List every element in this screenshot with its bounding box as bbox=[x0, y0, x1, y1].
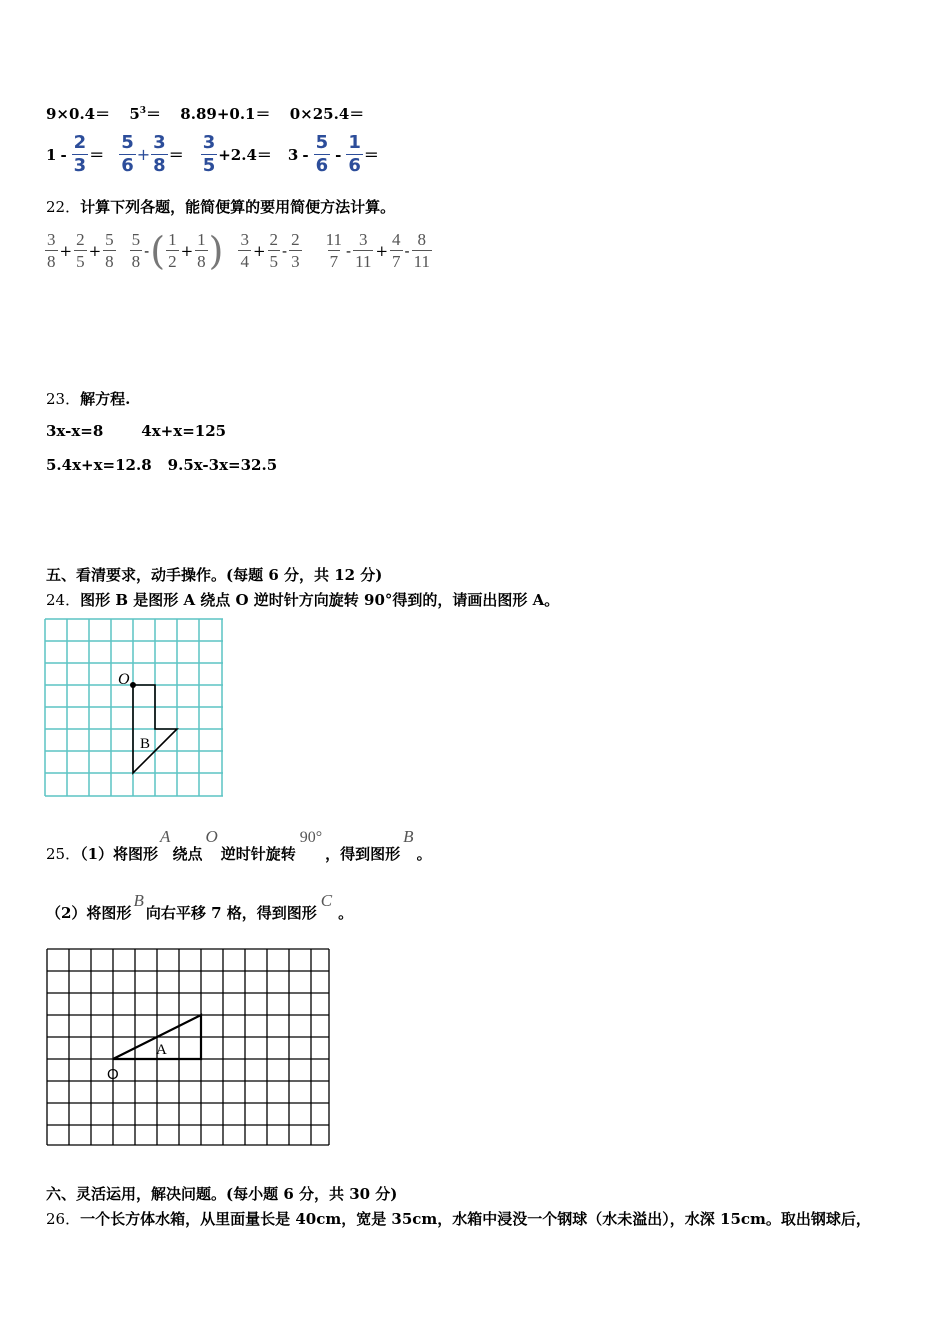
text: 逆时针旋转 bbox=[220, 845, 296, 863]
point-o bbox=[130, 682, 136, 688]
equation-row-2 bbox=[46, 456, 277, 474]
symbol-b: B bbox=[133, 891, 144, 910]
calc-row-2 bbox=[46, 134, 379, 175]
fraction: $\frac{3}{8}$ bbox=[153, 132, 166, 176]
fraction: $\frac{3}{8}$ bbox=[47, 230, 56, 271]
equals: ＝ bbox=[146, 105, 162, 123]
label-a: A bbox=[156, 1042, 167, 1058]
operator: - bbox=[282, 241, 288, 260]
question-number: 25． bbox=[46, 845, 81, 863]
term: 3 bbox=[287, 145, 299, 164]
fraction: $\frac{2}{5}$ bbox=[269, 230, 279, 271]
expression-3 bbox=[237, 231, 302, 270]
translation-grid bbox=[46, 948, 332, 1148]
rotation-grid bbox=[44, 618, 225, 799]
expression-4 bbox=[323, 231, 433, 270]
question-number: 22． bbox=[46, 198, 81, 216]
question-22-expressions bbox=[44, 228, 433, 273]
fraction: $\frac{2}{3}$ bbox=[73, 132, 87, 176]
operator: - bbox=[346, 241, 352, 260]
expression-1 bbox=[44, 231, 117, 270]
label-b: B bbox=[140, 736, 151, 752]
calc-item: 8.89+0.1＝ bbox=[180, 105, 271, 123]
fraction: $\frac{3}{11}$ bbox=[355, 230, 372, 271]
label-o: O bbox=[107, 1066, 119, 1083]
text: （1）将图形 bbox=[80, 845, 159, 863]
equation: 9.5x-3x=32.5 bbox=[167, 456, 278, 474]
question-text: 解方程. bbox=[80, 390, 131, 408]
question-text: 计算下列各题，能简便算的要用简便方法计算。 bbox=[80, 198, 396, 216]
operator: - bbox=[302, 145, 309, 164]
calc-item: 0×25.4＝ bbox=[289, 105, 365, 123]
operator: - bbox=[144, 241, 150, 260]
fraction: $\frac{11}{7}$ bbox=[325, 230, 342, 271]
question-text: 图形 B 是图形 A 绕点 O 逆时针方向旋转 90°得到的，请画出图形 A。 bbox=[80, 591, 560, 609]
question-25-line-2 bbox=[46, 891, 354, 922]
calc-expr bbox=[118, 134, 183, 175]
question-22-heading bbox=[46, 196, 395, 217]
operator: + bbox=[180, 241, 194, 260]
grid-lines bbox=[45, 619, 223, 796]
question-number: 24． bbox=[46, 591, 81, 609]
text: 。 bbox=[338, 904, 354, 922]
question-24-heading bbox=[46, 589, 559, 610]
fraction: $\frac{5}{6}$ bbox=[315, 132, 329, 176]
operator: + bbox=[252, 241, 266, 260]
question-number: 23． bbox=[46, 390, 81, 408]
text: 绕点 bbox=[172, 845, 203, 863]
exponent: 3 bbox=[139, 106, 147, 116]
operator: + bbox=[88, 241, 102, 260]
fraction: $\frac{5}{8}$ bbox=[105, 230, 114, 271]
calc-item bbox=[129, 105, 161, 123]
text: ，得到图形 bbox=[325, 845, 401, 863]
right-paren: ) bbox=[208, 228, 224, 273]
calc-row-1 bbox=[46, 103, 364, 124]
fraction: $\frac{4}{7}$ bbox=[392, 230, 401, 271]
calc-expr bbox=[200, 134, 272, 175]
equation: 5.4x+x=12.8 bbox=[46, 456, 152, 474]
symbol-a: A bbox=[160, 827, 171, 846]
fraction: $\frac{1}{8}$ bbox=[197, 230, 206, 271]
term: 1 bbox=[46, 145, 57, 164]
question-number: 26． bbox=[46, 1210, 81, 1228]
equation: 4x+x=125 bbox=[141, 422, 227, 440]
equals: ＝ bbox=[363, 146, 379, 164]
base: 5 bbox=[129, 105, 140, 123]
text: 。 bbox=[416, 845, 432, 863]
expression-2 bbox=[129, 228, 224, 273]
left-paren: ( bbox=[150, 228, 166, 273]
fraction: $\frac{8}{11}$ bbox=[413, 230, 430, 271]
grid-lines bbox=[47, 949, 329, 1145]
section-6-title: 六、灵活运用，解决问题。(每小题 6 分，共 30 分) bbox=[46, 1185, 398, 1203]
section-5-title: 五、看清要求，动手操作。(每题 6 分，共 12 分) bbox=[46, 566, 383, 584]
text: 向右平移 7 格，得到图形 bbox=[145, 904, 317, 922]
calc-expr bbox=[288, 134, 379, 175]
fraction: $\frac{5}{8}$ bbox=[131, 230, 141, 271]
calc-expr bbox=[46, 134, 104, 175]
fraction: $\frac{1}{6}$ bbox=[348, 132, 361, 176]
operator: - bbox=[60, 145, 67, 164]
question-text: 一个长方体水箱，从里面量长是 40cm，宽是 35cm，水箱中浸没一个钢球（水未溢出），水深 15cm。取出钢球后， bbox=[80, 1210, 871, 1228]
operator: - bbox=[335, 145, 342, 164]
text: （2）将图形 bbox=[46, 904, 132, 922]
operator: + bbox=[375, 241, 389, 260]
fraction: $\frac{5}{6}$ bbox=[121, 132, 134, 176]
equals: ＝ bbox=[89, 146, 105, 164]
fraction: $\frac{2}{3}$ bbox=[291, 230, 300, 271]
symbol-b: B bbox=[403, 827, 414, 846]
calc-item: 9×0.4＝ bbox=[46, 105, 111, 123]
fraction: $\frac{3}{4}$ bbox=[240, 230, 249, 271]
term: +2.4＝ bbox=[218, 146, 272, 164]
equation-row-1 bbox=[46, 422, 226, 440]
fraction: $\frac{2}{5}$ bbox=[76, 230, 85, 271]
symbol-c: C bbox=[320, 891, 333, 910]
question-26-heading bbox=[46, 1208, 871, 1229]
symbol-o: O bbox=[205, 827, 218, 846]
question-23-heading bbox=[46, 388, 130, 409]
operator: + bbox=[136, 145, 151, 164]
operator: + bbox=[59, 241, 73, 260]
fraction: $\frac{3}{5}$ bbox=[202, 132, 216, 176]
question-25-line-1 bbox=[46, 827, 432, 863]
angle-90: 90° bbox=[299, 829, 323, 846]
operator: - bbox=[404, 241, 410, 260]
equation: 3x-x=8 bbox=[46, 422, 104, 440]
label-o: O bbox=[118, 671, 130, 688]
fraction: $\frac{1}{2}$ bbox=[168, 230, 177, 271]
equals: ＝ bbox=[168, 146, 184, 164]
